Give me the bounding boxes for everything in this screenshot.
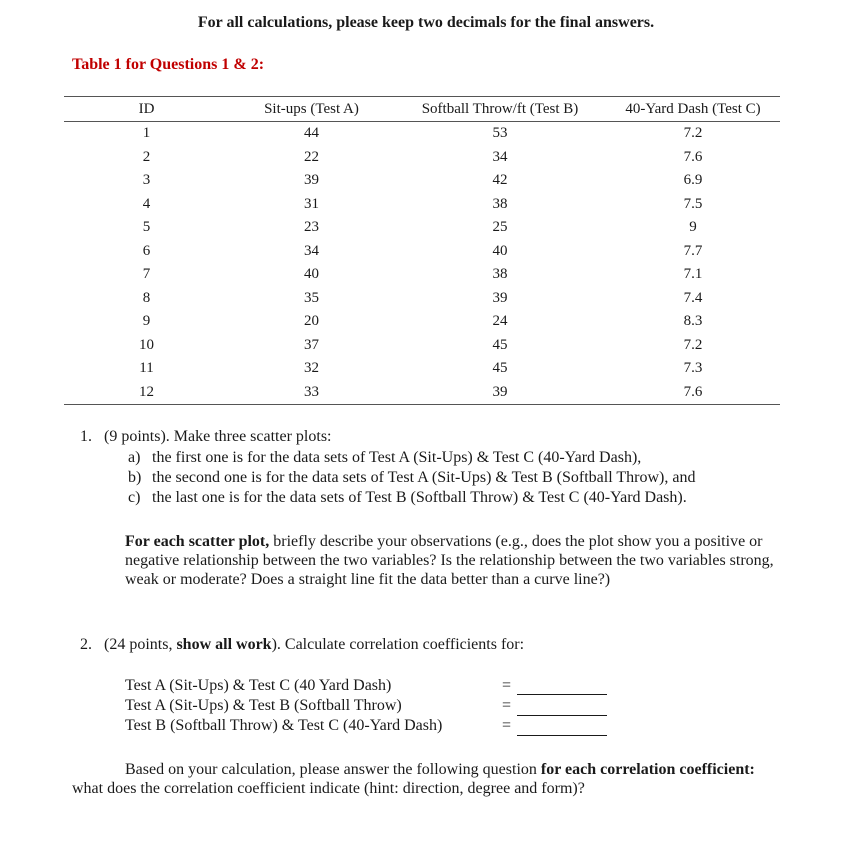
cell-situps: 20: [304, 313, 319, 330]
scatter-plot-instructions-text: briefly describe your observations (e.g., does the plot show you a positive or negative relationship between the two variables? Is the relationship between the two variables strong, weak or moderate? Does a straight line fit the data better than a curve line?): [125, 533, 774, 588]
instructions-header: For all calculations, please keep two decimals for the final answers.: [197, 14, 655, 31]
question-1-number: 1.: [80, 428, 92, 445]
cell-id: 3: [142, 172, 151, 189]
table-row: [64, 334, 780, 358]
question-1-item-label: a): [128, 449, 141, 466]
cell-dash: 7.7: [683, 242, 703, 259]
equals-sign: =: [502, 677, 512, 694]
table-row: [64, 357, 780, 381]
table-row: [64, 169, 780, 193]
answer-blank: [517, 715, 607, 716]
table-row: [64, 263, 780, 287]
table-row: [64, 146, 780, 170]
question-1-item-text: the last one is for the data sets of Test B (Softball Throw) & Test C (40-Yard Dash).: [152, 489, 687, 506]
cell-id: 6: [142, 242, 151, 259]
cell-softball: 45: [492, 336, 508, 353]
cell-id: 5: [142, 219, 151, 236]
cell-situps: 33: [229, 381, 394, 405]
cell-softball: 39: [394, 381, 606, 405]
cell-dash: 7.2: [683, 125, 703, 142]
question-1-text: (9 points). Make three scatter plots:: [104, 428, 332, 445]
question-2-text: [104, 636, 524, 654]
table-row: [64, 381, 780, 405]
answer-blank: [517, 735, 607, 736]
cell-softball: 40: [492, 242, 508, 259]
cell-dash: 9: [689, 219, 697, 236]
cell-dash: 7.4: [683, 289, 703, 306]
column-header-dash: 40-Yard Dash (Test C): [606, 97, 780, 122]
cell-situps: 39: [304, 172, 319, 189]
question-1-item-label: c): [128, 489, 141, 506]
cell-dash: 7.3: [683, 360, 703, 377]
cell-dash: 7.6: [683, 148, 703, 165]
cell-situps: 22: [304, 148, 319, 165]
table-row: [64, 287, 780, 311]
scatter-plot-instructions: [125, 532, 775, 589]
cell-dash: 7.1: [683, 266, 703, 283]
correlation-pair-label: Test B (Softball Throw) & Test C (40-Yard Dash): [125, 717, 443, 734]
scatter-plot-instructions-bold: For each scatter plot,: [125, 533, 270, 550]
cell-situps: 35: [304, 289, 319, 306]
cell-id: 9: [142, 313, 151, 330]
question-2-text-pre: (24 points,: [104, 636, 177, 653]
column-header-softball: Softball Throw/ft (Test B): [394, 97, 606, 122]
final-question-post: what does the correlation coefficient indicate (hint: direction, degree and form)?: [72, 780, 585, 797]
cell-situps: 34: [304, 242, 319, 259]
cell-softball: 25: [492, 219, 508, 236]
equals-sign: =: [502, 717, 512, 734]
table-row: [64, 310, 780, 334]
cell-id: 1: [142, 125, 151, 142]
correlation-pair-label: Test A (Sit-Ups) & Test C (40 Yard Dash): [125, 677, 392, 694]
question-2-text-post: ). Calculate correlation coefficients for:: [271, 636, 525, 653]
table-row: [64, 122, 780, 146]
cell-situps: 32: [304, 360, 319, 377]
correlation-pair-label: Test A (Sit-Ups) & Test B (Softball Throw): [125, 697, 402, 714]
cell-softball: 42: [492, 172, 508, 189]
question-2-text-bold: show all work: [176, 636, 272, 653]
cell-id: 7: [142, 266, 151, 283]
cell-situps: 31: [304, 195, 319, 212]
cell-softball: 24: [492, 313, 508, 330]
cell-softball: 39: [492, 289, 508, 306]
question-1-item-label: b): [128, 469, 142, 486]
table-row: [64, 240, 780, 264]
cell-id: 12: [64, 381, 229, 405]
cell-dash: 7.6: [606, 381, 780, 405]
final-question: [72, 760, 772, 798]
equals-sign: =: [502, 697, 512, 714]
table-title: Table 1 for Questions 1 & 2:: [72, 56, 265, 73]
cell-softball: 53: [492, 125, 508, 142]
answer-blank: [517, 694, 607, 695]
data-table: [64, 96, 780, 405]
table-body: [64, 122, 780, 405]
column-header-situps: Sit-ups (Test A): [229, 97, 394, 122]
cell-situps: 44: [304, 125, 319, 142]
cell-softball: 38: [492, 195, 508, 212]
question-2-number: 2.: [80, 636, 92, 653]
cell-dash: 7.2: [683, 336, 703, 353]
cell-dash: 8.3: [683, 313, 703, 330]
cell-dash: 7.5: [683, 195, 703, 212]
cell-softball: 34: [492, 148, 508, 165]
cell-id: 4: [142, 195, 151, 212]
column-header-id: ID: [64, 97, 229, 122]
cell-id: 8: [142, 289, 151, 306]
table-row: [64, 216, 780, 240]
cell-dash: 6.9: [683, 172, 703, 189]
cell-situps: 23: [304, 219, 319, 236]
table-header-row: [64, 97, 780, 122]
cell-softball: 45: [492, 360, 508, 377]
cell-id: 2: [142, 148, 151, 165]
question-1-item-text: the second one is for the data sets of Test A (Sit-Ups) & Test B (Softball Throw), and: [152, 469, 696, 486]
table-row: [64, 193, 780, 217]
cell-situps: 40: [304, 266, 319, 283]
cell-situps: 37: [304, 336, 319, 353]
cell-id: 10: [139, 336, 154, 353]
cell-softball: 38: [492, 266, 508, 283]
question-1-item-text: the first one is for the data sets of Test A (Sit-Ups) & Test C (40-Yard Dash),: [152, 449, 642, 466]
final-question-bold: for each correlation coefficient:: [540, 761, 755, 778]
cell-id: 11: [139, 360, 154, 377]
final-question-pre: Based on your calculation, please answer the following question: [125, 761, 541, 778]
